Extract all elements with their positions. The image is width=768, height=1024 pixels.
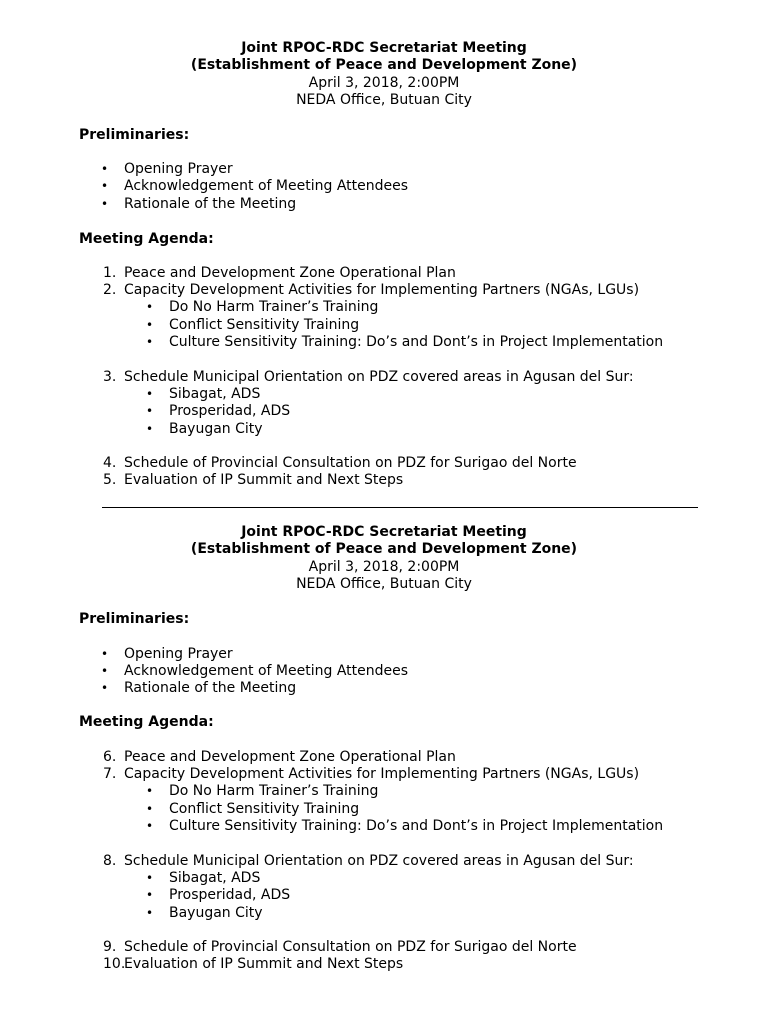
meeting-venue: NEDA Office, Butuan City xyxy=(296,92,472,109)
meeting-date: April 3, 2018, 2:00PM xyxy=(308,558,460,575)
bullet-icon: • xyxy=(146,422,154,436)
bullet-icon: • xyxy=(101,197,109,211)
preliminary-item: Opening Prayer xyxy=(124,161,233,177)
bullet-icon: • xyxy=(101,681,109,695)
preliminaries-heading: Preliminaries: xyxy=(79,127,190,143)
agenda-number: 2. xyxy=(103,282,117,298)
agenda-number: 10. xyxy=(103,956,126,972)
agenda-subitem: Prosperidad, ADS xyxy=(169,887,291,903)
preliminary-item: Acknowledgement of Meeting Attendees xyxy=(124,178,409,194)
meeting-venue: NEDA Office, Butuan City xyxy=(296,576,472,593)
preliminary-item: Rationale of the Meeting xyxy=(124,680,297,696)
agenda-subitem: Culture Sensitivity Training: Do’s and Dont’s in Project Implementation xyxy=(169,334,664,350)
meeting-notice-1 xyxy=(0,40,768,488)
preliminaries-heading: Preliminaries: xyxy=(79,611,190,627)
meeting-subtitle: (Establishment of Peace and Development Zone) xyxy=(190,57,578,74)
bullet-icon: • xyxy=(146,906,154,920)
agenda-subitem: Conflict Sensitivity Training xyxy=(169,317,360,333)
agenda-subitem: Sibagat, ADS xyxy=(169,870,261,886)
meeting-title: Joint RPOC-RDC Secretariat Meeting xyxy=(241,40,527,56)
agenda-subitem: Do No Harm Trainer’s Training xyxy=(169,783,379,799)
agenda-subitem: Bayugan City xyxy=(169,421,263,437)
agenda-number: 3. xyxy=(103,369,117,385)
bullet-icon: • xyxy=(146,784,154,798)
agenda-item: Schedule Municipal Orientation on PDZ covered areas in Agusan del Sur: xyxy=(124,369,634,385)
bullet-icon: • xyxy=(146,387,154,401)
agenda-item: Peace and Development Zone Operational Plan xyxy=(124,749,456,765)
section-divider xyxy=(102,507,698,508)
preliminary-item: Rationale of the Meeting xyxy=(124,196,297,212)
agenda-item: Peace and Development Zone Operational Plan xyxy=(124,265,456,281)
bullet-icon: • xyxy=(146,335,154,349)
meeting-subtitle: (Establishment of Peace and Development Zone) xyxy=(190,541,578,558)
agenda-subitem: Bayugan City xyxy=(169,905,263,921)
agenda-heading: Meeting Agenda: xyxy=(79,714,214,730)
agenda-subitem: Conflict Sensitivity Training xyxy=(169,801,360,817)
agenda-number: 7. xyxy=(103,766,117,782)
bullet-icon: • xyxy=(146,318,154,332)
preliminary-item: Acknowledgement of Meeting Attendees xyxy=(124,663,409,679)
preliminary-item: Opening Prayer xyxy=(124,646,233,662)
meeting-notice-2 xyxy=(0,524,768,972)
meeting-date: April 3, 2018, 2:00PM xyxy=(308,74,460,91)
bullet-icon: • xyxy=(146,871,154,885)
agenda-subitem: Culture Sensitivity Training: Do’s and Dont’s in Project Implementation xyxy=(169,818,664,834)
agenda-item: Evaluation of IP Summit and Next Steps xyxy=(124,472,404,488)
agenda-item: Evaluation of IP Summit and Next Steps xyxy=(124,956,404,972)
agenda-subitem: Sibagat, ADS xyxy=(169,386,261,402)
agenda-subitem: Do No Harm Trainer’s Training xyxy=(169,299,379,315)
bullet-icon: • xyxy=(101,162,109,176)
bullet-icon: • xyxy=(101,179,109,193)
agenda-item: Schedule of Provincial Consultation on PDZ for Surigao del Norte xyxy=(124,455,577,471)
bullet-icon: • xyxy=(146,802,154,816)
bullet-icon: • xyxy=(101,647,109,661)
agenda-subitem: Prosperidad, ADS xyxy=(169,403,291,419)
agenda-number: 4. xyxy=(103,455,117,471)
agenda-number: 1. xyxy=(103,265,117,281)
agenda-number: 8. xyxy=(103,853,117,869)
agenda-number: 6. xyxy=(103,749,117,765)
meeting-title: Joint RPOC-RDC Secretariat Meeting xyxy=(241,524,527,540)
bullet-icon: • xyxy=(146,300,154,314)
bullet-icon: • xyxy=(146,888,154,902)
agenda-item: Capacity Development Activities for Implementing Partners (NGAs, LGUs) xyxy=(124,282,640,298)
agenda-number: 5. xyxy=(103,472,117,488)
bullet-icon: • xyxy=(146,819,154,833)
bullet-icon: • xyxy=(146,404,154,418)
agenda-item: Schedule Municipal Orientation on PDZ covered areas in Agusan del Sur: xyxy=(124,853,634,869)
bullet-icon: • xyxy=(101,664,109,678)
agenda-item: Capacity Development Activities for Implementing Partners (NGAs, LGUs) xyxy=(124,766,640,782)
agenda-item: Schedule of Provincial Consultation on PDZ for Surigao del Norte xyxy=(124,939,577,955)
agenda-heading: Meeting Agenda: xyxy=(79,231,214,247)
agenda-number: 9. xyxy=(103,939,117,955)
